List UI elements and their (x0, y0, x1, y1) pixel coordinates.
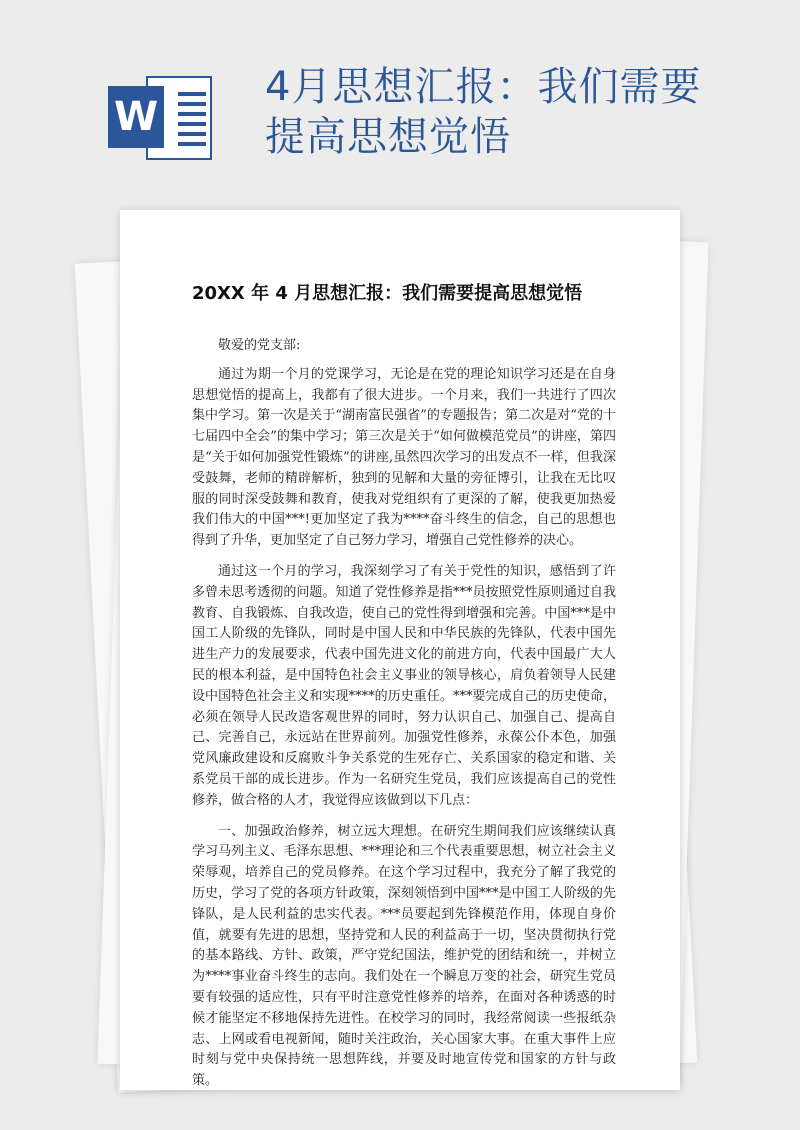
paragraph: 通过这一个月的学习，我深刻学习了有关于党性的知识，感悟到了许多曾未思考透彻的问题。知道了党性修养是指***员按照党性原则通过自我教育、自我锻炼、自我改造，使自己的党性得到增强和完善。中国***是中国工人阶级的先锋队，同时是中国人民和中华民族的先锋队，代表中国先进生产力的发展要求，代表中国先进文化的前进方向，代表中国最广大人民的根本利益，是中国特色社会主义事业的领导核心，肩负着领导人民建设中国特色社会主义和实现****的历史重任。***要完成自己的历史使命，必须在领导人民改造客观世界的同时，努力认识自己、加强自己、提高自己、完善自己，永远站在世界前列。加强党性修养，永葆公仆本色，加强党风廉政建设和反腐败斗争关系党的生死存亡、关系国家的稳定和谐、关系党员干部的成长进步。作为一名研究生党员，我们应该提高自己的党性修养，做合格的人才，我觉得应该做到以下几点： (192, 563, 616, 808)
greeting: 敬爱的党支部: (218, 338, 301, 353)
paragraph: 一、加强政治修养，树立远大理想。在研究生期间我们应该继续认真学习马列主义、毛泽东思想、***理论和三个代表重要思想，树立社会主义荣辱观，培养自己的党员修养。在这个学习过程中，我充分了解了我党的历史，学习了党的各项方针政策，深刻领悟到中国***是中国工人阶级的先锋队，是人民利益的忠实代表。***员要起到先锋模范作用，体现自身价值，就要有先进的思想，坚持党和人民的利益高于一切，坚决贯彻执行党的基本路线、方针、政策，严守党纪国法，维护党的团结和统一，并树立为****事业奋斗终生的志向。我们处在一个瞬息万变的社会，研究生党员要有较强的适应性，只有平时注意党性修养的培养，在面对各种诱惑的时候才能坚定不移地保持先进性。在校学习的同时，我经常阅读一些报纸杂志、上网或看电视新闻，随时关注政治，关心国家大事。在重大事件上应时刻与党中央保持统一思想阵线，并要及时地宣传党和国家的方针与政策。 (192, 823, 616, 1089)
document-page (120, 210, 680, 1090)
word-letter-badge: W (108, 86, 164, 148)
banner-title: 4月思想汇报：我们需要提高思想觉悟 (265, 64, 702, 160)
word-document-icon (108, 72, 218, 164)
document-title: 20XX 年 4 月思想汇报：我们需要提高思想觉悟 (192, 283, 583, 304)
banner (0, 0, 800, 200)
paragraph: 通过为期一个月的党课学习，无论是在党的理论知识学习还是在自身思想觉悟的提高上，我都有了很大进步。一个月来，我们一共进行了四次集中学习。第一次是关于“湖南富民强省”的专题报告；第二次是对“党的十七届四中全会”的集中学习；第三次是关于“如何做模范党员”的讲座，第四是“关于如何加强党性锻炼”的讲座,虽然四次学习的出发点不一样，但我深受鼓舞，老师的精辟解析，独到的见解和大量的旁征博引，让我在无比叹服的同时深受鼓舞和教育，使我对党组织有了更深的了解，使我更加热爱我们伟大的中国***!更加坚定了我为****奋斗终生的信念，自己的思想也得到了升华，更加坚定了自己努力学习，增强自己党性修养的决心。 (192, 366, 616, 549)
